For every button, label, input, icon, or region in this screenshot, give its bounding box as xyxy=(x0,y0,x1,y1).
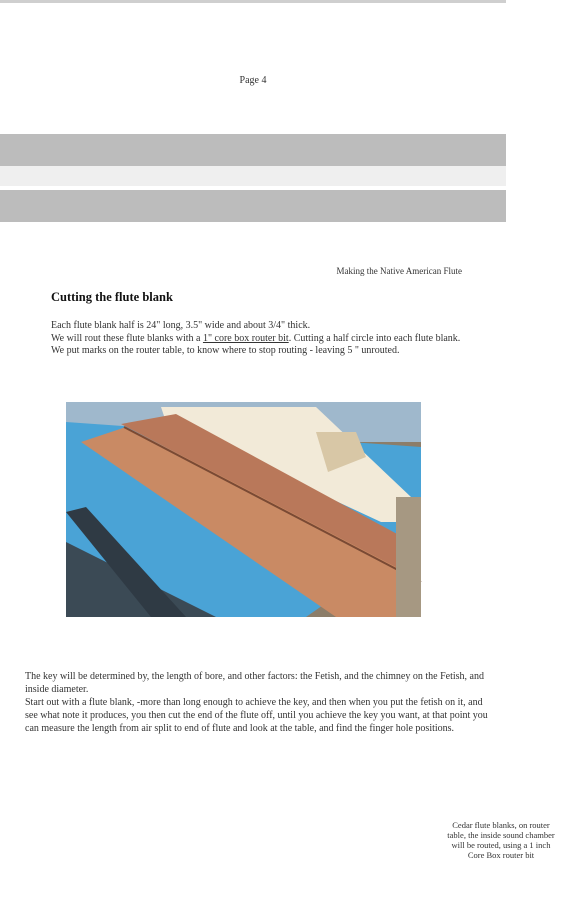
body-paragraph-2: Start out with a flute blank, -more than long enough to achieve the key, and then when you put the fetish on it, and see what note it produces, you then cut the end of the flute off, until you achieve the key you want, at that point you can measure the length from air split to end of flute and look at the table, and find the finger hole positions. xyxy=(25,697,488,734)
intro-line-2 xyxy=(51,333,491,346)
intro-text xyxy=(51,320,491,358)
photo-caption: Cedar flute blanks, on router table, the inside sound chamber will be routed, using a 1 inch Core Box router bit xyxy=(440,814,562,890)
intro-line-1: Each flute blank half is 24" long, 3.5" wide and about 3/4" thick. xyxy=(51,320,311,331)
section-title: Cutting the flute blank xyxy=(51,290,173,304)
body-text xyxy=(25,670,490,735)
top-border xyxy=(0,0,506,3)
page-separator-top xyxy=(0,134,506,166)
page-separator-bottom xyxy=(0,190,506,222)
intro-line-3: We put marks on the router table, to know where to stop routing - leaving 5 " unrouted. xyxy=(51,345,400,356)
router-bit-link[interactable]: 1" core box router bit xyxy=(202,332,289,344)
running-header: Making the Native American Flute xyxy=(336,266,462,276)
router-table-photo-illustration xyxy=(66,402,421,617)
page-number: Page 4 xyxy=(239,75,267,86)
intro-line-2-pre: We will rout these flute blanks with a xyxy=(51,332,203,344)
page-separator-gap xyxy=(0,166,506,186)
body-paragraph-1: The key will be determined by, the length of bore, and other factors: the Fetish, and the chimney on the Fetish, and inside diameter. xyxy=(25,671,484,695)
intro-line-2-post: . Cutting a half circle into each flute blank. xyxy=(288,332,461,344)
